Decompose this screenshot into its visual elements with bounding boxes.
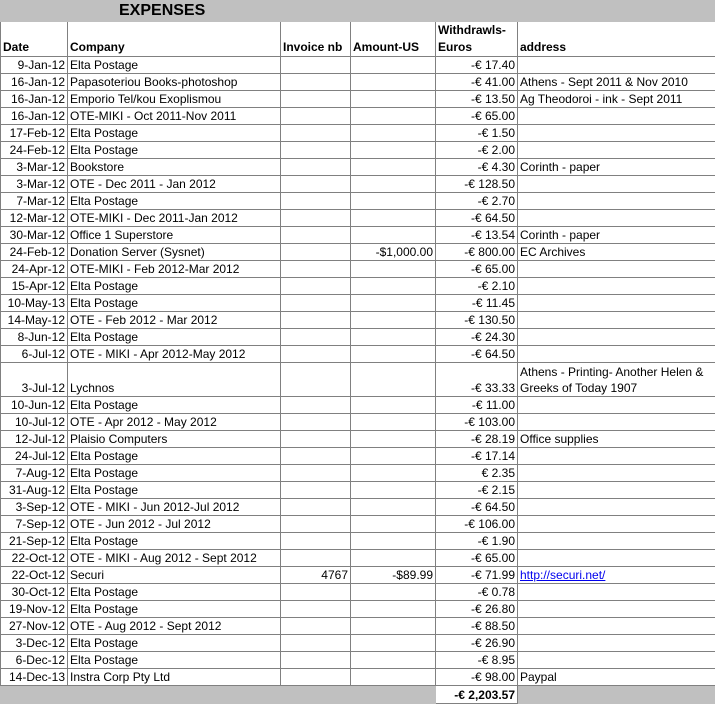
cell-amount[interactable] [351, 397, 436, 414]
cell-company[interactable]: Elta Postage [68, 465, 281, 482]
cell-date[interactable]: 24-Apr-12 [1, 261, 68, 278]
total-row [1, 686, 715, 704]
cell-withdrawls[interactable]: -€ 13.50 [436, 91, 518, 108]
table-row [1, 516, 715, 533]
cell-company[interactable]: Elta Postage [68, 533, 281, 550]
cell-date[interactable]: 21-Sep-12 [1, 533, 68, 550]
cell-date[interactable]: 6-Dec-12 [1, 652, 68, 669]
table-row [1, 159, 715, 176]
cell-date[interactable]: 30-Mar-12 [1, 227, 68, 244]
cell-invoice[interactable] [281, 278, 351, 295]
cell-amount[interactable] [351, 159, 436, 176]
cell-company[interactable]: Office 1 Superstore [68, 227, 281, 244]
cell-address[interactable]: Corinth - paper [518, 159, 715, 176]
cell-address[interactable]: Office supplies [518, 431, 715, 448]
cell-address[interactable] [518, 618, 715, 635]
cell-withdrawls[interactable]: -€ 24.30 [436, 329, 518, 346]
cell-amount[interactable] [351, 193, 436, 210]
cell-withdrawls[interactable]: -€ 2.10 [436, 278, 518, 295]
total-row-blank-cell[interactable] [281, 686, 351, 704]
cell-withdrawls[interactable]: -€ 103.00 [436, 414, 518, 431]
cell-company[interactable]: OTE - Dec 2011 - Jan 2012 [68, 176, 281, 193]
table-row [1, 669, 715, 686]
cell-withdrawls[interactable]: -€ 98.00 [436, 669, 518, 686]
cell-withdrawls[interactable]: -€ 8.95 [436, 652, 518, 669]
cell-address[interactable] [518, 346, 715, 363]
header-row [1, 22, 715, 57]
cell-address[interactable] [518, 261, 715, 278]
header-invoice[interactable]: Invoice nb [281, 22, 351, 57]
cell-amount[interactable] [351, 329, 436, 346]
cell-withdrawls[interactable]: € 2.35 [436, 465, 518, 482]
cell-address[interactable]: Athens - Sept 2011 & Nov 2010 [518, 74, 715, 91]
table-row [1, 567, 715, 584]
cell-invoice[interactable] [281, 669, 351, 686]
cell-invoice[interactable] [281, 142, 351, 159]
cell-amount[interactable] [351, 295, 436, 312]
cell-withdrawls[interactable]: -€ 11.45 [436, 295, 518, 312]
header-address[interactable]: address [518, 22, 715, 57]
cell-company[interactable]: OTE-MIKI - Oct 2011-Nov 2011 [68, 108, 281, 125]
cell-invoice[interactable] [281, 431, 351, 448]
cell-amount[interactable] [351, 550, 436, 567]
table-row [1, 261, 715, 278]
table-row [1, 635, 715, 652]
cell-amount[interactable] [351, 142, 436, 159]
cell-date[interactable]: 10-Jun-12 [1, 397, 68, 414]
cell-address[interactable] [518, 516, 715, 533]
cell-date[interactable]: 7-Mar-12 [1, 193, 68, 210]
cell-address[interactable] [518, 652, 715, 669]
cell-withdrawls[interactable]: -€ 2.00 [436, 142, 518, 159]
cell-withdrawls[interactable]: -€ 13.54 [436, 227, 518, 244]
cell-company[interactable]: Elta Postage [68, 397, 281, 414]
cell-amount[interactable] [351, 91, 436, 108]
cell-invoice[interactable] [281, 363, 351, 397]
cell-address[interactable]: Corinth - paper [518, 227, 715, 244]
cell-date[interactable]: 3-Jul-12 [1, 363, 68, 397]
table-row [1, 57, 715, 74]
cell-amount[interactable] [351, 431, 436, 448]
table-row [1, 482, 715, 499]
cell-withdrawls[interactable]: -€ 88.50 [436, 618, 518, 635]
cell-invoice[interactable] [281, 618, 351, 635]
cell-amount[interactable]: -$1,000.00 [351, 244, 436, 261]
cell-amount[interactable] [351, 448, 436, 465]
cell-amount[interactable] [351, 669, 436, 686]
cell-amount[interactable] [351, 227, 436, 244]
cell-company[interactable]: OTE-MIKI - Feb 2012-Mar 2012 [68, 261, 281, 278]
cell-invoice[interactable]: 4767 [281, 567, 351, 584]
table-row [1, 397, 715, 414]
cell-invoice[interactable] [281, 159, 351, 176]
cell-amount[interactable] [351, 210, 436, 227]
cell-withdrawls[interactable]: -€ 64.50 [436, 210, 518, 227]
cell-address[interactable] [518, 601, 715, 618]
cell-date[interactable]: 12-Mar-12 [1, 210, 68, 227]
table-row [1, 125, 715, 142]
total-row-blank-cell[interactable] [351, 686, 436, 704]
cell-amount[interactable] [351, 278, 436, 295]
cell-date[interactable]: 3-Dec-12 [1, 635, 68, 652]
cell-company[interactable]: OTE - Feb 2012 - Mar 2012 [68, 312, 281, 329]
cell-address[interactable] [518, 176, 715, 193]
cell-address[interactable] [518, 465, 715, 482]
cell-date[interactable]: 19-Nov-12 [1, 601, 68, 618]
cell-address[interactable] [518, 142, 715, 159]
cell-date[interactable]: 17-Feb-12 [1, 125, 68, 142]
cell-address[interactable] [518, 295, 715, 312]
cell-invoice[interactable] [281, 57, 351, 74]
table-row [1, 312, 715, 329]
table-row [1, 227, 715, 244]
cell-company[interactable]: Instra Corp Pty Ltd [68, 669, 281, 686]
table-row [1, 244, 715, 261]
cell-company[interactable]: Elta Postage [68, 601, 281, 618]
title-row [1, 1, 715, 22]
cell-withdrawls[interactable]: -€ 65.00 [436, 261, 518, 278]
cell-withdrawls[interactable]: -€ 41.00 [436, 74, 518, 91]
table-row [1, 363, 715, 397]
cell-invoice[interactable] [281, 91, 351, 108]
cell-date[interactable]: 16-Jan-12 [1, 108, 68, 125]
cell-date[interactable]: 9-Jan-12 [1, 57, 68, 74]
cell-withdrawls[interactable]: -€ 26.80 [436, 601, 518, 618]
cell-invoice[interactable] [281, 244, 351, 261]
table-row [1, 176, 715, 193]
cell-amount[interactable] [351, 125, 436, 142]
table-row [1, 618, 715, 635]
cell-date[interactable]: 3-Mar-12 [1, 159, 68, 176]
cell-address[interactable] [518, 482, 715, 499]
cell-address[interactable] [518, 278, 715, 295]
cell-amount[interactable] [351, 57, 436, 74]
cell-invoice[interactable] [281, 125, 351, 142]
table-row [1, 142, 715, 159]
cell-company[interactable]: Elta Postage [68, 142, 281, 159]
cell-company[interactable]: Elta Postage [68, 448, 281, 465]
cell-invoice[interactable] [281, 193, 351, 210]
cell-company[interactable]: Securi [68, 567, 281, 584]
cell-company[interactable]: Elta Postage [68, 278, 281, 295]
cell-company[interactable]: Elta Postage [68, 329, 281, 346]
cell-amount[interactable] [351, 516, 436, 533]
cell-withdrawls[interactable]: -€ 65.00 [436, 550, 518, 567]
cell-amount[interactable] [351, 601, 436, 618]
cell-invoice[interactable] [281, 329, 351, 346]
cell-address[interactable]: EC Archives [518, 244, 715, 261]
cell-address[interactable] [518, 125, 715, 142]
cell-address[interactable]: Paypal [518, 669, 715, 686]
cell-company[interactable]: Elta Postage [68, 482, 281, 499]
cell-address[interactable]: Ag Theodoroi - ink - Sept 2011 [518, 91, 715, 108]
cell-address[interactable] [518, 499, 715, 516]
securi-link[interactable]: http://securi.net/ [520, 568, 605, 582]
cell-date[interactable]: 10-May-13 [1, 295, 68, 312]
table-row [1, 210, 715, 227]
cell-withdrawls[interactable]: -€ 64.50 [436, 499, 518, 516]
cell-address[interactable] [518, 584, 715, 601]
table-row [1, 584, 715, 601]
cell-date[interactable]: 12-Jul-12 [1, 431, 68, 448]
cell-date[interactable]: 24-Feb-12 [1, 142, 68, 159]
header-withdrawls[interactable]: Withdrawls-Euros [436, 22, 518, 57]
cell-invoice[interactable] [281, 397, 351, 414]
table-row [1, 499, 715, 516]
cell-invoice[interactable] [281, 482, 351, 499]
cell-withdrawls[interactable]: -€ 71.99 [436, 567, 518, 584]
table-row [1, 346, 715, 363]
cell-withdrawls[interactable]: -€ 11.00 [436, 397, 518, 414]
cell-amount[interactable] [351, 346, 436, 363]
cell-date[interactable]: 14-Dec-13 [1, 669, 68, 686]
cell-company[interactable]: OTE - MIKI - Jun 2012-Jul 2012 [68, 499, 281, 516]
cell-amount[interactable] [351, 108, 436, 125]
cell-address[interactable] [518, 414, 715, 431]
cell-company[interactable]: Plaisio Computers [68, 431, 281, 448]
cell-withdrawls[interactable]: -€ 65.00 [436, 108, 518, 125]
cell-date[interactable]: 16-Jan-12 [1, 74, 68, 91]
cell-withdrawls[interactable]: -€ 64.50 [436, 346, 518, 363]
cell-company[interactable]: Elta Postage [68, 125, 281, 142]
cell-amount[interactable] [351, 499, 436, 516]
table-row [1, 108, 715, 125]
table-row [1, 193, 715, 210]
total-withdrawls[interactable]: -€ 2,203.57 [436, 686, 518, 704]
cell-invoice[interactable] [281, 601, 351, 618]
cell-invoice[interactable] [281, 465, 351, 482]
cell-date[interactable]: 7-Sep-12 [1, 516, 68, 533]
cell-invoice[interactable] [281, 261, 351, 278]
cell-invoice[interactable] [281, 448, 351, 465]
cell-date[interactable]: 30-Oct-12 [1, 584, 68, 601]
cell-amount[interactable] [351, 482, 436, 499]
cell-withdrawls[interactable]: -€ 0.78 [436, 584, 518, 601]
cell-withdrawls[interactable]: -€ 17.14 [436, 448, 518, 465]
cell-withdrawls[interactable]: -€ 1.50 [436, 125, 518, 142]
table-row [1, 465, 715, 482]
cell-address[interactable] [518, 550, 715, 567]
cell-company[interactable]: Elta Postage [68, 584, 281, 601]
header-date[interactable]: Date [1, 22, 68, 57]
table-row [1, 414, 715, 431]
cell-company[interactable]: Elta Postage [68, 635, 281, 652]
cell-address[interactable] [518, 312, 715, 329]
cell-address[interactable] [518, 448, 715, 465]
cell-invoice[interactable] [281, 550, 351, 567]
cell-company[interactable]: OTE - Apr 2012 - May 2012 [68, 414, 281, 431]
cell-company[interactable]: OTE - Aug 2012 - Sept 2012 [68, 618, 281, 635]
cell-company[interactable]: Elta Postage [68, 295, 281, 312]
cell-address[interactable] [518, 108, 715, 125]
cell-date[interactable]: 24-Feb-12 [1, 244, 68, 261]
cell-withdrawls[interactable]: -€ 26.90 [436, 635, 518, 652]
cell-invoice[interactable] [281, 635, 351, 652]
cell-company[interactable]: OTE - MIKI - Aug 2012 - Sept 2012 [68, 550, 281, 567]
cell-invoice[interactable] [281, 312, 351, 329]
cell-withdrawls[interactable]: -€ 130.50 [436, 312, 518, 329]
cell-withdrawls[interactable]: -€ 2.15 [436, 482, 518, 499]
cell-invoice[interactable] [281, 414, 351, 431]
cell-date[interactable]: 22-Oct-12 [1, 567, 68, 584]
cell-invoice[interactable] [281, 176, 351, 193]
cell-date[interactable]: 15-Apr-12 [1, 278, 68, 295]
table-row [1, 91, 715, 108]
cell-withdrawls[interactable]: -€ 1.90 [436, 533, 518, 550]
cell-company[interactable]: OTE - MIKI - Apr 2012-May 2012 [68, 346, 281, 363]
cell-withdrawls[interactable]: -€ 800.00 [436, 244, 518, 261]
table-row [1, 448, 715, 465]
cell-amount[interactable] [351, 652, 436, 669]
cell-date[interactable]: 14-May-12 [1, 312, 68, 329]
cell-invoice[interactable] [281, 227, 351, 244]
cell-company[interactable]: Elta Postage [68, 652, 281, 669]
cell-invoice[interactable] [281, 499, 351, 516]
cell-company[interactable]: Papasoteriou Books-photoshop [68, 74, 281, 91]
cell-address[interactable] [518, 533, 715, 550]
cell-company[interactable]: Donation Server (Sysnet) [68, 244, 281, 261]
cell-invoice[interactable] [281, 652, 351, 669]
cell-company[interactable]: Elta Postage [68, 57, 281, 74]
cell-withdrawls[interactable]: -€ 2.70 [436, 193, 518, 210]
cell-date[interactable]: 24-Jul-12 [1, 448, 68, 465]
cell-invoice[interactable] [281, 346, 351, 363]
cell-invoice[interactable] [281, 74, 351, 91]
cell-address[interactable] [518, 329, 715, 346]
cell-amount[interactable] [351, 465, 436, 482]
total-row-blank-cell[interactable] [1, 686, 68, 704]
cell-date[interactable]: 8-Jun-12 [1, 329, 68, 346]
cell-address[interactable] [518, 397, 715, 414]
total-row-blank-cell[interactable] [68, 686, 281, 704]
cell-amount[interactable]: -$89.99 [351, 567, 436, 584]
cell-withdrawls[interactable]: -€ 28.19 [436, 431, 518, 448]
cell-company[interactable]: OTE-MIKI - Dec 2011-Jan 2012 [68, 210, 281, 227]
cell-withdrawls[interactable]: -€ 128.50 [436, 176, 518, 193]
cell-address[interactable] [518, 210, 715, 227]
table-row [1, 295, 715, 312]
cell-amount[interactable] [351, 176, 436, 193]
sheet-title[interactable]: EXPENSES [1, 1, 715, 22]
table-row [1, 550, 715, 567]
cell-invoice[interactable] [281, 584, 351, 601]
header-company[interactable]: Company [68, 22, 281, 57]
cell-company[interactable]: Bookstore [68, 159, 281, 176]
cell-invoice[interactable] [281, 533, 351, 550]
table-row [1, 278, 715, 295]
cell-date[interactable]: 6-Jul-12 [1, 346, 68, 363]
cell-address[interactable] [518, 635, 715, 652]
cell-amount[interactable] [351, 533, 436, 550]
cell-amount[interactable] [351, 261, 436, 278]
cell-amount[interactable] [351, 312, 436, 329]
table-row [1, 329, 715, 346]
cell-date[interactable]: 27-Nov-12 [1, 618, 68, 635]
cell-company[interactable]: Elta Postage [68, 193, 281, 210]
cell-amount[interactable] [351, 414, 436, 431]
table-row [1, 431, 715, 448]
cell-amount[interactable] [351, 584, 436, 601]
cell-address[interactable] [518, 57, 715, 74]
cell-invoice[interactable] [281, 516, 351, 533]
cell-company[interactable]: Emporio Tel/kou Exoplismou [68, 91, 281, 108]
cell-address[interactable] [518, 567, 715, 584]
cell-address[interactable]: Athens - Printing- Another Helen & Greeks of Today 1907 [518, 363, 715, 397]
table-row [1, 533, 715, 550]
table-row [1, 652, 715, 669]
cell-company[interactable]: Lychnos [68, 363, 281, 397]
cell-withdrawls[interactable]: -€ 106.00 [436, 516, 518, 533]
cell-invoice[interactable] [281, 295, 351, 312]
header-amount[interactable]: Amount-US [351, 22, 436, 57]
cell-invoice[interactable] [281, 108, 351, 125]
cell-amount[interactable] [351, 74, 436, 91]
cell-amount[interactable] [351, 363, 436, 397]
cell-address[interactable] [518, 193, 715, 210]
table-row [1, 601, 715, 618]
cell-date[interactable]: 3-Sep-12 [1, 499, 68, 516]
cell-withdrawls[interactable]: -€ 4.30 [436, 159, 518, 176]
cell-amount[interactable] [351, 635, 436, 652]
cell-invoice[interactable] [281, 210, 351, 227]
cell-date[interactable]: 7-Aug-12 [1, 465, 68, 482]
cell-date[interactable]: 3-Mar-12 [1, 176, 68, 193]
cell-date[interactable]: 22-Oct-12 [1, 550, 68, 567]
cell-date[interactable]: 10-Jul-12 [1, 414, 68, 431]
table-row [1, 74, 715, 91]
total-row-blank-cell[interactable] [518, 686, 715, 704]
cell-withdrawls[interactable]: -€ 33.33 [436, 363, 518, 397]
cell-amount[interactable] [351, 618, 436, 635]
cell-date[interactable]: 31-Aug-12 [1, 482, 68, 499]
cell-date[interactable]: 16-Jan-12 [1, 91, 68, 108]
cell-withdrawls[interactable]: -€ 17.40 [436, 57, 518, 74]
cell-company[interactable]: OTE - Jun 2012 - Jul 2012 [68, 516, 281, 533]
